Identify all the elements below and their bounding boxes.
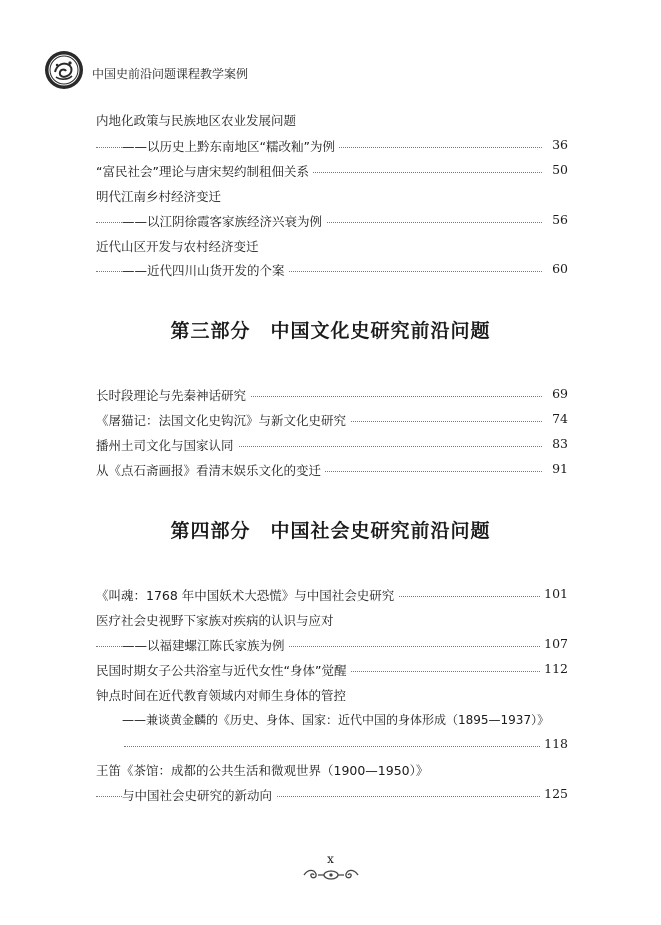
toc-page-number: 107 (541, 636, 568, 651)
toc-page-number: 56 (549, 212, 568, 227)
toc-entry-title: “富民社会”理论与唐宋契约制租佃关系 (96, 162, 313, 180)
toc-entry[interactable] (96, 209, 568, 231)
toc-entry-title: 王笛《茶馆：成都的公共生活和微观世界（1900—1950）》 (96, 761, 432, 779)
toc-entry-title: 医疗社会史视野下家族对疾病的认识与应对 (96, 611, 338, 629)
toc-entry-title: 《叫魂：1768 年中国妖术大恐慌》与中国社会史研究 (96, 586, 398, 604)
toc-entry-title: 与中国社会史研究的新动向 (122, 786, 276, 804)
toc-entry-subtitle: ——兼谈黄金麟的《历史、身体、国家：近代中国的身体形成（1895—1937）》 (122, 711, 553, 728)
section-title-part3: 第三部分 中国文化史研究前沿问题 (170, 320, 491, 342)
toc-entry[interactable] (96, 708, 568, 730)
toc-page-number: 112 (541, 661, 568, 676)
toc-page-number: 36 (549, 137, 568, 152)
toc-page-number: 50 (549, 162, 568, 177)
emblem-logo-icon (44, 50, 84, 90)
page-number: x (327, 852, 334, 866)
toc-page-number: 83 (549, 436, 568, 451)
toc-entry[interactable] (96, 383, 568, 405)
toc-entry-subtitle: ——近代四川山货开发的个案 (122, 261, 289, 279)
toc-page-number: 69 (549, 386, 568, 401)
toc-entry[interactable] (96, 608, 568, 630)
leader-dots (124, 746, 542, 747)
toc-entry[interactable] (96, 683, 568, 705)
toc-page-number: 101 (541, 586, 568, 601)
toc-entry-subtitle: ——以江阴徐霞客家族经济兴衰为例 (122, 212, 326, 230)
toc-entry-title: 民国时期女子公共浴室与近代女性“身体”觉醒 (96, 661, 350, 679)
footer-ornament-icon (300, 868, 362, 882)
toc-page-number: 125 (541, 786, 568, 801)
toc-entry[interactable] (96, 658, 568, 680)
toc-entry-title: 从《点石斋画报》看清末娱乐文化的变迁 (96, 461, 325, 479)
toc-entry[interactable] (96, 108, 568, 130)
running-header (44, 50, 624, 94)
toc-entry-title: 近代山区开发与农村经济变迁 (96, 237, 263, 255)
toc-entry-title: 内地化政策与民族地区农业发展问题 (96, 111, 300, 129)
toc-entry[interactable] (96, 433, 568, 455)
header-title: 中国史前沿问题课程教学案例 (92, 67, 249, 81)
toc-entry[interactable] (96, 184, 568, 206)
toc-entry-subtitle: ——以历史上黔东南地区“糯改籼”为例 (122, 137, 339, 155)
toc-entry-title: 播州土司文化与国家认同 (96, 436, 238, 454)
toc-entry[interactable] (96, 583, 568, 605)
toc-entry-title: 钟点时间在近代教育领域内对师生身体的管控 (96, 686, 350, 704)
toc-entry-title: 长时段理论与先秦神话研究 (96, 386, 250, 404)
toc-entry-title: 明代江南乡村经济变迁 (96, 187, 225, 205)
toc-entry-title: 《屠猫记：法国文化史钩沉》与新文化史研究 (96, 411, 350, 429)
toc-entry[interactable] (96, 733, 568, 755)
toc-page-number: 60 (549, 261, 568, 276)
toc-entry[interactable] (96, 258, 568, 280)
toc-entry[interactable] (96, 134, 568, 156)
toc-entry[interactable] (96, 408, 568, 430)
toc-entry[interactable] (96, 458, 568, 480)
toc-entry-subtitle: ——以福建螺江陈氏家族为例 (122, 636, 289, 654)
toc-entry[interactable] (96, 758, 568, 780)
toc-entry[interactable] (96, 783, 568, 805)
section-title-part4: 第四部分 中国社会史研究前沿问题 (170, 520, 491, 542)
toc-page-number: 118 (541, 736, 568, 751)
toc-entry[interactable] (96, 234, 568, 256)
toc-page-number: 91 (549, 461, 568, 476)
toc-page-number: 74 (549, 411, 568, 426)
toc-entry[interactable] (96, 633, 568, 655)
toc-entry[interactable] (96, 159, 568, 181)
